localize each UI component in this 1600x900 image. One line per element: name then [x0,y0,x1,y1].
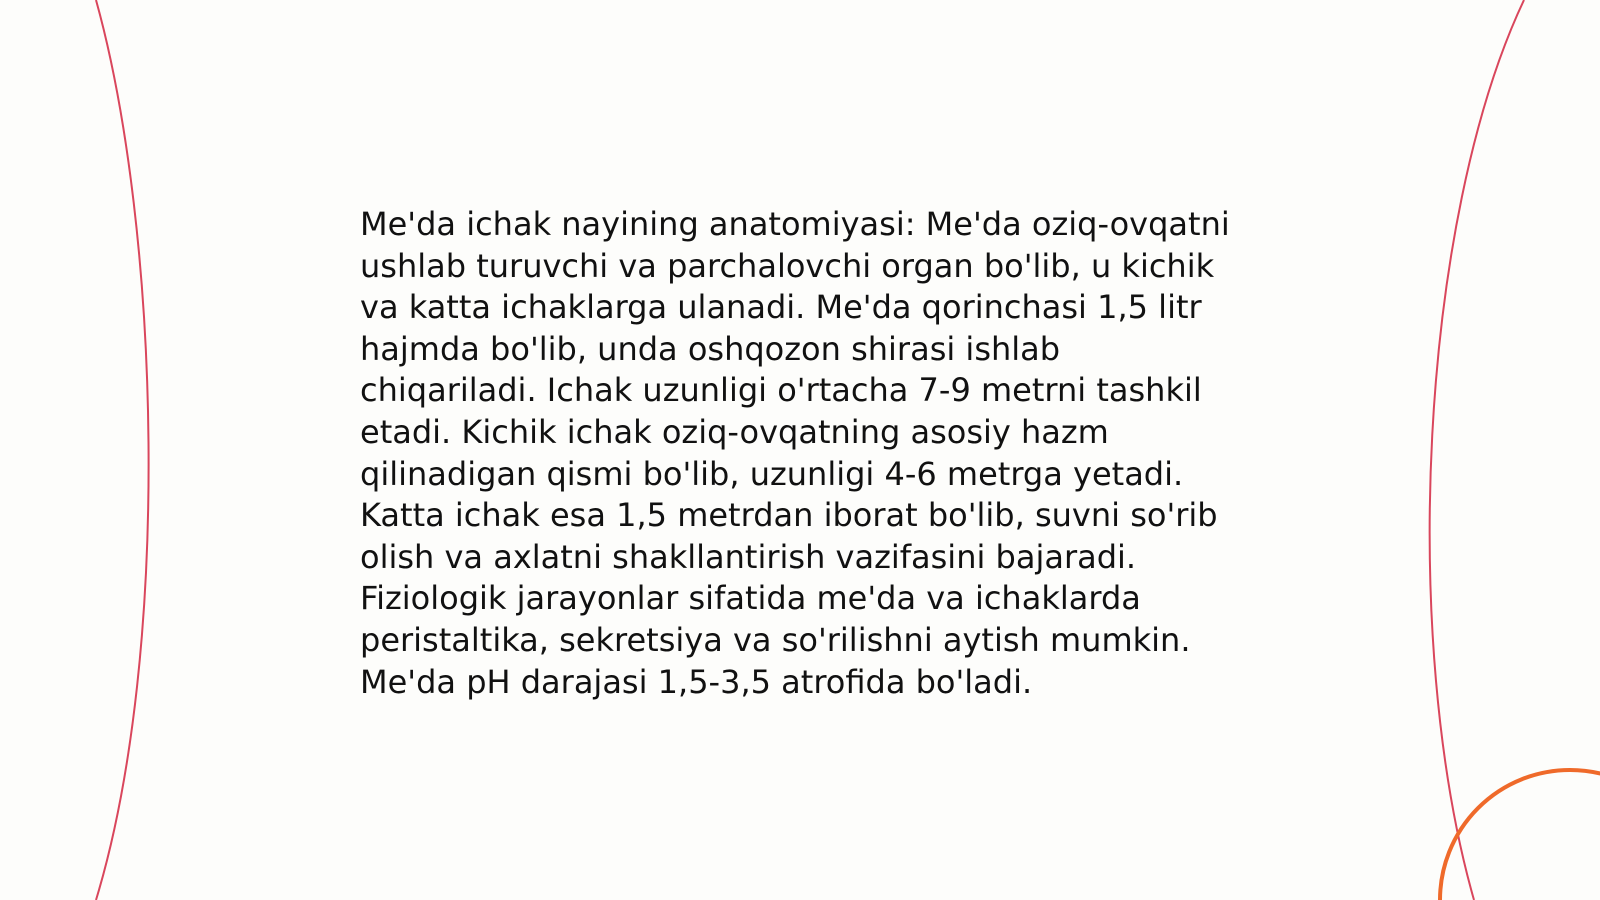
left-curve-line [96,0,149,900]
orange-accent-circle [1440,770,1600,900]
slide-body-text: Me'da ichak nayining anatomiyasi: Me'da oziq-ovqatni ushlab turuvchi va parchalovchi organ bo'lib, u kichik va katta ichaklarga ulanadi. Me'da qorinchasi 1,5 litr hajmda bo'lib, unda oshqozon shirasi ishlab chiqariladi. Ichak uzunligi o'rtacha 7-9 metrni tashkil etadi. Kichik ichak oziq-ovqatning asosiy hazm qilinadigan qismi bo'lib, uzunligi 4-6 metrga yetadi. Katta ichak esa 1,5 metrdan iborat bo'lib, suvni so'rib olish va axlatni shakllantirish vazifasini bajaradi. Fiziologik jarayonlar sifatida me'da va ichaklarda peristaltika, sekretsiya va so'rilishni aytish mumkin. Me'da pH darajasi 1,5-3,5 atrofida bo'ladi. [360,205,1230,701]
right-curve-line [1430,0,1524,900]
